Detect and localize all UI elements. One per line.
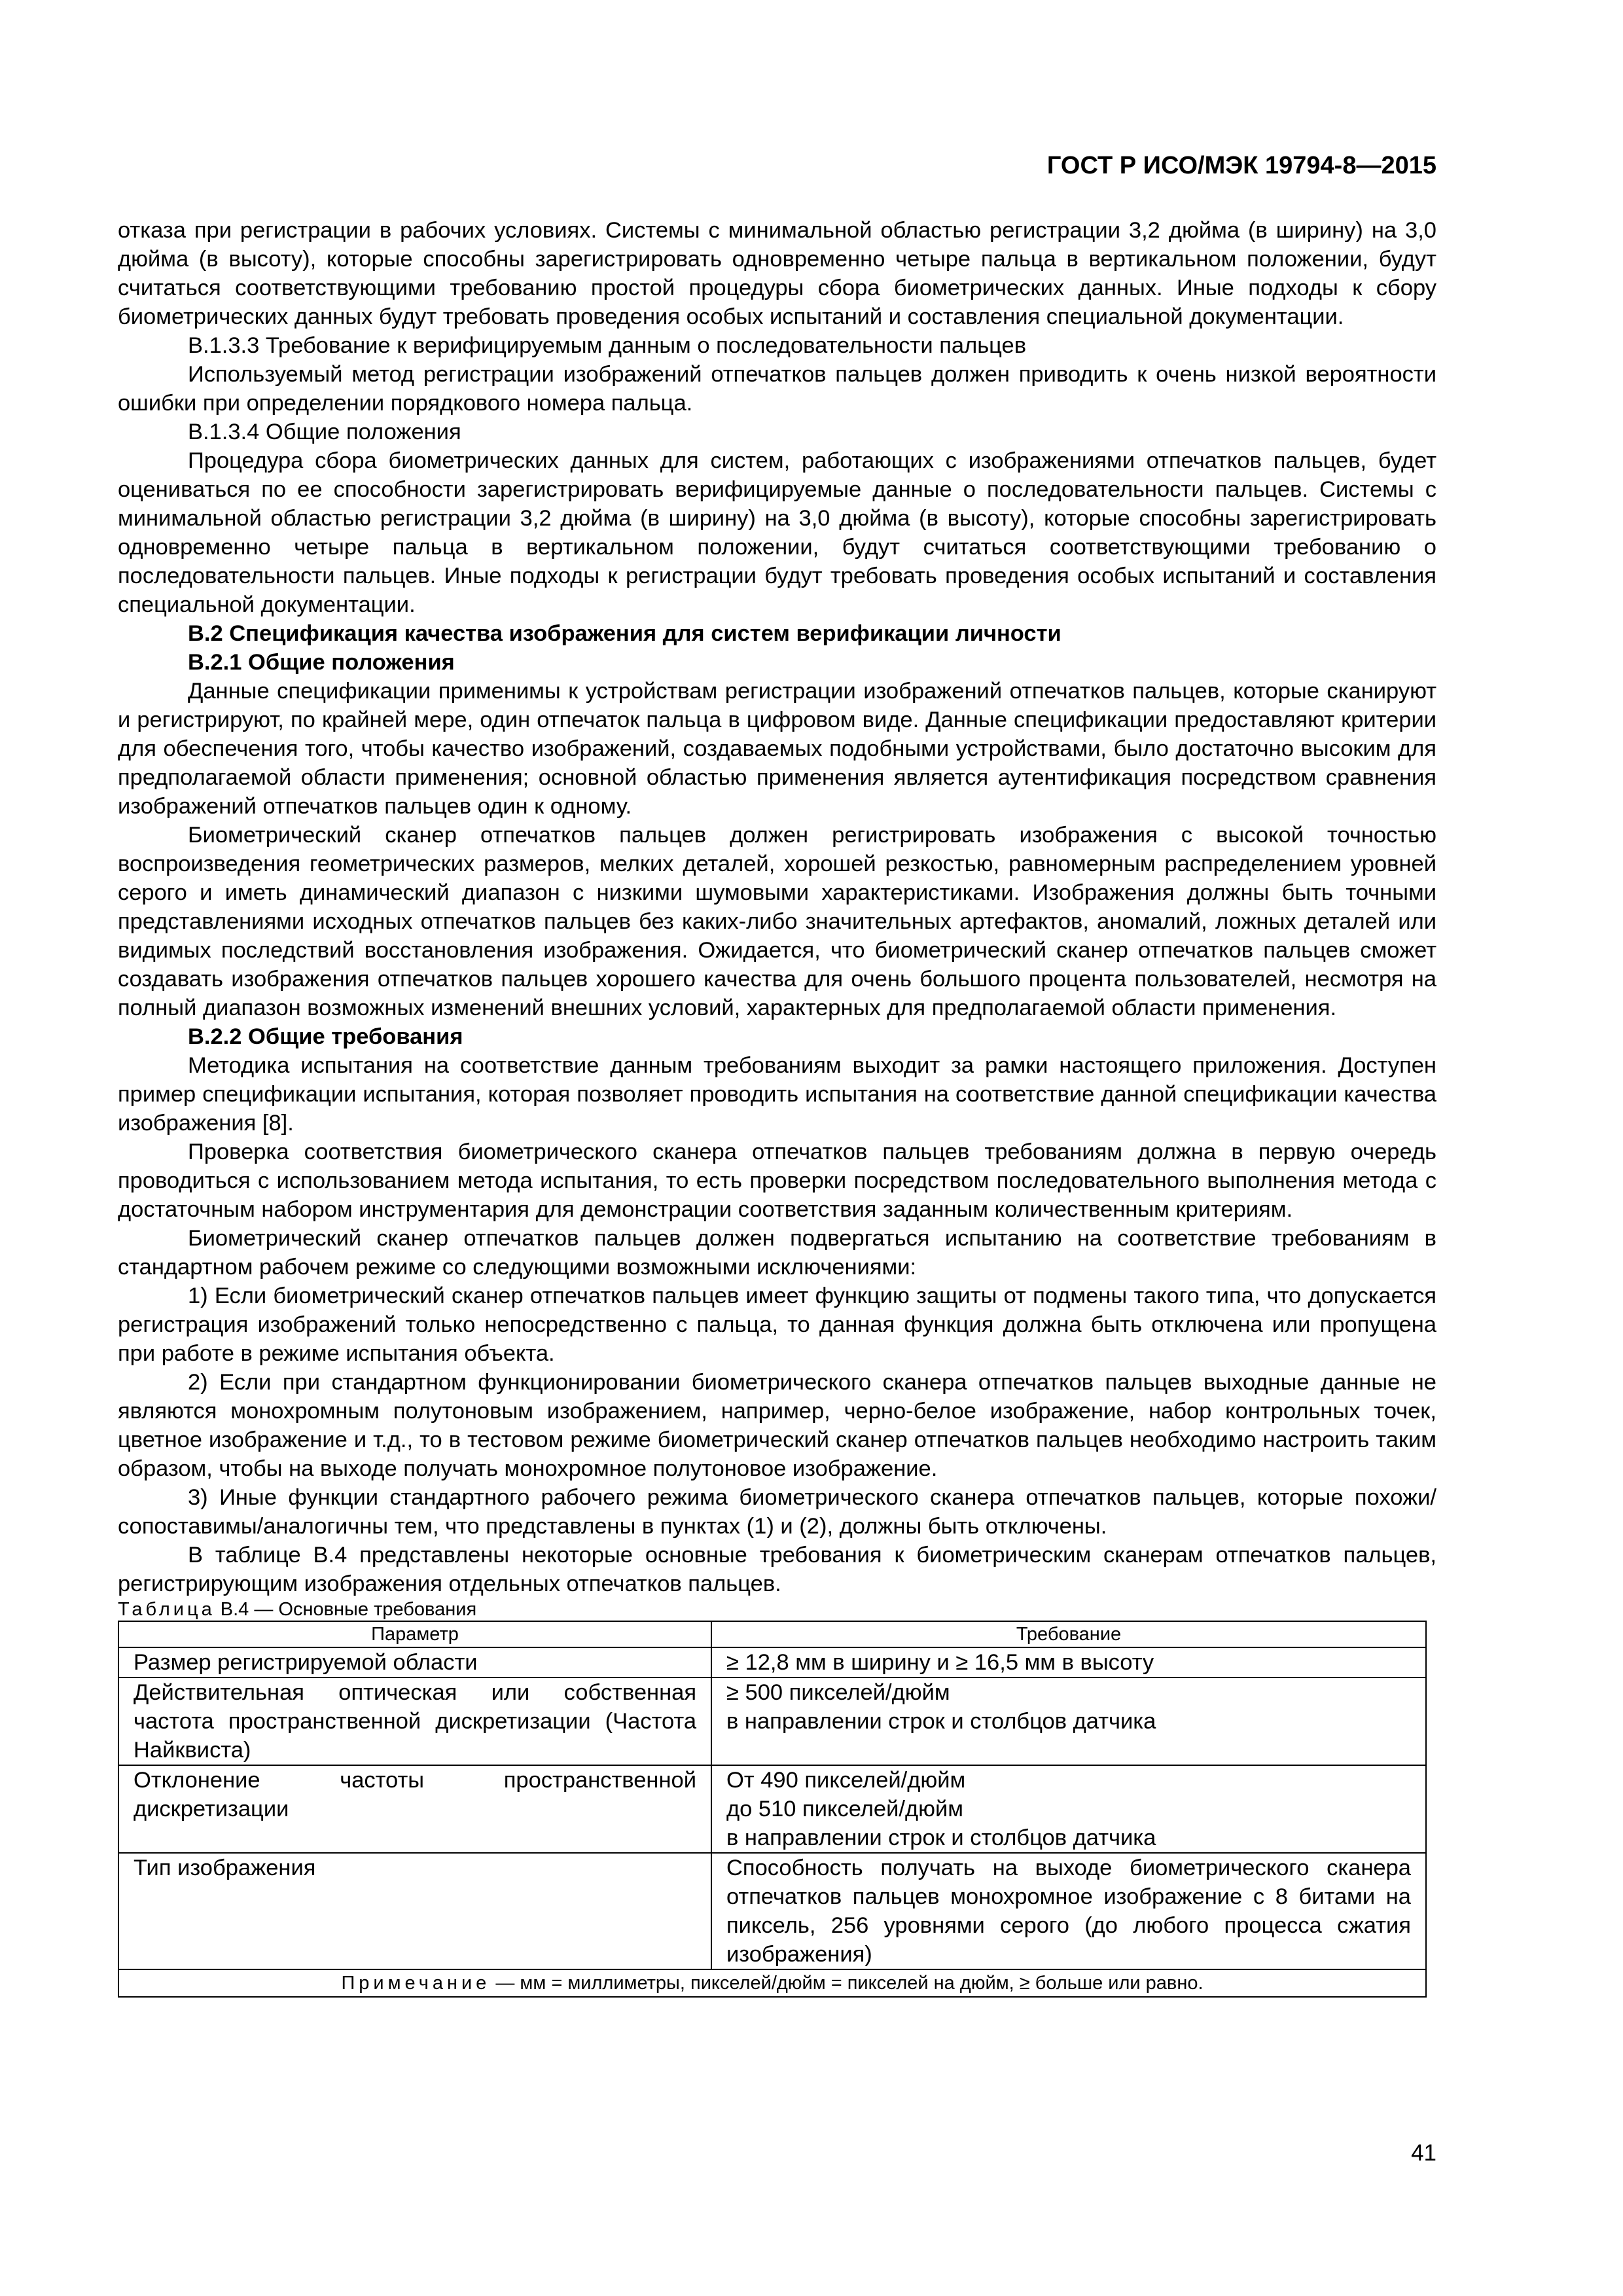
paragraph: Данные спецификации применимы к устройствам регистрации изображений отпечатков пальцев, которые сканируют и регистрируют, по крайней мере, один отпечаток пальца в цифровом виде. Данные спецификации предоставляют критерии для обеспечения того, чтобы качество изображений, создаваемых подобными устройствами, было достаточно высоким для предполагаемой области применения; основной областью применения является аутентификация посредством сравнения изображений отпечатков пальцев один к одному.: [118, 679, 1436, 819]
column-header-requirement: Требование: [711, 1621, 1426, 1647]
table-caption-text: В.4 — Основные требования: [215, 1599, 477, 1620]
table-note-label: Примечание: [341, 1973, 491, 1994]
requirement-line: Способность получать на выходе биометрического сканера отпечатков пальцев монохромное изображение с 8 битами на пиксель, 256 уровнями серого (до любого процесса сжатия изображения): [726, 1856, 1411, 1967]
requirement-line: ≥ 12,8 мм в ширину и ≥ 16,5 мм в высоту: [726, 1650, 1154, 1675]
requirement-line: От 490 пикселей/дюйм: [726, 1768, 966, 1793]
table-row: [118, 1765, 1426, 1853]
list-item: 2) Если при стандартном функционировании биометрического сканера отпечатков пальцев выходные данные не являются монохромным полутоновым изображением, например, черно-белое изображение, набор контрольных точек, цветное изображение и т.д., то в тестовом режиме биометрический сканер отпечатков пальцев необходимо настроить таким образом, чтобы на выходе получать монохромное полутоновое изображение.: [118, 1370, 1436, 1481]
requirement-line: до 510 пикселей/дюйм: [726, 1797, 963, 1821]
requirement-cell: [711, 1647, 1426, 1677]
clause-title: В.1.3.3 Требование к верифицируемым данным о последовательности пальцев: [188, 333, 1027, 358]
paragraph: Используемый метод регистрации изображений отпечатков пальцев должен приводить к очень низкой вероятности ошибки при определении порядкового номера пальца.: [118, 362, 1436, 416]
page-body: [118, 216, 1436, 1998]
table-note: [118, 1969, 1426, 1997]
table-header-row: [118, 1621, 1426, 1647]
table-row: [118, 1647, 1426, 1677]
parameter-cell: Действительная оптическая или собственная частота пространственной дискретизации (Частота Найквиста): [118, 1677, 711, 1765]
paragraph: В таблице В.4 представлены некоторые основные требования к биометрическим сканерам отпечатков пальцев, регистрирующим изображения отдельных отпечатков пальцев.: [118, 1543, 1436, 1596]
paragraph: Проверка соответствия биометрического сканера отпечатков пальцев требованиям должна в первую очередь проводиться с использованием метода испытания, то есть проверки посредством последовательного выполнения метода с достаточным набором инструментария для демонстрации соответствия заданным количественным критериям.: [118, 1139, 1436, 1222]
table-row: [118, 1853, 1426, 1969]
table-caption: [118, 1598, 1436, 1621]
paragraph: Методика испытания на соответствие данным требованиям выходит за рамки настоящего приложения. Доступен пример спецификации испытания, которая позволяет проводить испытания на соответствие данной спецификации качества изображения [8].: [118, 1053, 1436, 1136]
paragraph: Биометрический сканер отпечатков пальцев должен регистрировать изображения с высокой точностью воспроизведения геометрических размеров, мелких деталей, хорошей резкостью, равномерным распределением уровней серого и иметь динамический диапазон с низкими шумовыми характеристиками. Изображения должны быть точными представлениями исходных отпечатков пальцев без каких-либо значительных артефактов, аномалий, ложных деталей или видимых последствий восстановления изображения. Ожидается, что биометрический сканер отпечатков пальцев сможет создавать изображения отпечатков пальцев хорошего качества для очень большого процента пользователей, несмотря на полный диапазон возможных изменений внешних условий, характерных для предполагаемой области применения.: [118, 823, 1436, 1020]
parameter-cell: Размер регистрируемой области: [118, 1647, 711, 1677]
section-heading: В.2 Спецификация качества изображения для систем верификации личности: [188, 621, 1061, 646]
table-note-text: — мм = миллиметры, пикселей/дюйм = пикселей на дюйм, ≥ больше или равно.: [490, 1973, 1204, 1994]
table-note-row: [118, 1969, 1426, 1997]
requirement-cell: [711, 1677, 1426, 1765]
table-row: [118, 1677, 1426, 1765]
requirements-table: [118, 1621, 1427, 1998]
parameter-cell: Отклонение частоты пространственной дискретизации: [118, 1765, 711, 1853]
paragraph: Биометрический сканер отпечатков пальцев должен подвергаться испытанию на соответствие требованиям в стандартном рабочем режиме со следующими возможными исключениями:: [118, 1226, 1436, 1280]
requirement-line: в направлении строк и столбцов датчика: [726, 1825, 1156, 1850]
list-item: 3) Иные функции стандартного рабочего режима биометрического сканера отпечатков пальцев, которые похожи/сопоставимы/аналогичны тем, что представлены в пунктах (1) и (2), должны быть отключены.: [118, 1485, 1436, 1539]
section-heading: В.2.2 Общие требования: [188, 1024, 463, 1049]
requirement-line: ≥ 500 пикселей/дюйм: [726, 1680, 950, 1705]
clause-title: В.1.3.4 Общие положения: [188, 420, 461, 444]
document-header: ГОСТ Р ИСО/МЭК 19794-8—2015: [1046, 152, 1436, 179]
list-item: 1) Если биометрический сканер отпечатков пальцев имеет функцию защиты от подмены такого типа, что допускается регистрация изображений только непосредственно с пальца, то данная функция должна быть отключена или пропущена при работе в режиме испытания объекта.: [118, 1283, 1436, 1366]
column-header-parameter: Параметр: [118, 1621, 711, 1647]
requirement-cell: [711, 1765, 1426, 1853]
parameter-cell: Тип изображения: [118, 1853, 711, 1969]
paragraph: отказа при регистрации в рабочих условиях. Системы с минимальной областью регистрации 3,2 дюйма (в ширину) на 3,0 дюйма (в высоту), которые способны зарегистрировать одновременно четыре пальца в вертикальном положении, будут считаться соответствующими требованию простой процедуры сбора биометрических данных. Иные подходы к сбору биометрических данных будут требовать проведения особых испытаний и составления специальной документации.: [118, 218, 1436, 329]
paragraph: Процедура сбора биометрических данных для систем, работающих с изображениями отпечатков пальцев, будет оцениваться по ее способности зарегистрировать верифицируемые данные о последовательности пальцев. Системы с минимальной областью регистрации 3,2 дюйма (в ширину) на 3,0 дюйма (в высоту), которые способны зарегистрировать одновременно четыре пальца в вертикальном положении, будут считаться соответствующими требованию о последовательности пальцев. Иные подходы к регистрации будут требовать проведения особых испытаний и составления специальной документации.: [118, 448, 1436, 617]
section-heading: В.2.1 Общие положения: [188, 650, 455, 675]
requirement-line: в направлении строк и столбцов датчика: [726, 1709, 1156, 1734]
page-number: 41: [1411, 2140, 1436, 2166]
table-caption-label: Таблица: [118, 1599, 215, 1620]
requirement-cell: [711, 1853, 1426, 1969]
